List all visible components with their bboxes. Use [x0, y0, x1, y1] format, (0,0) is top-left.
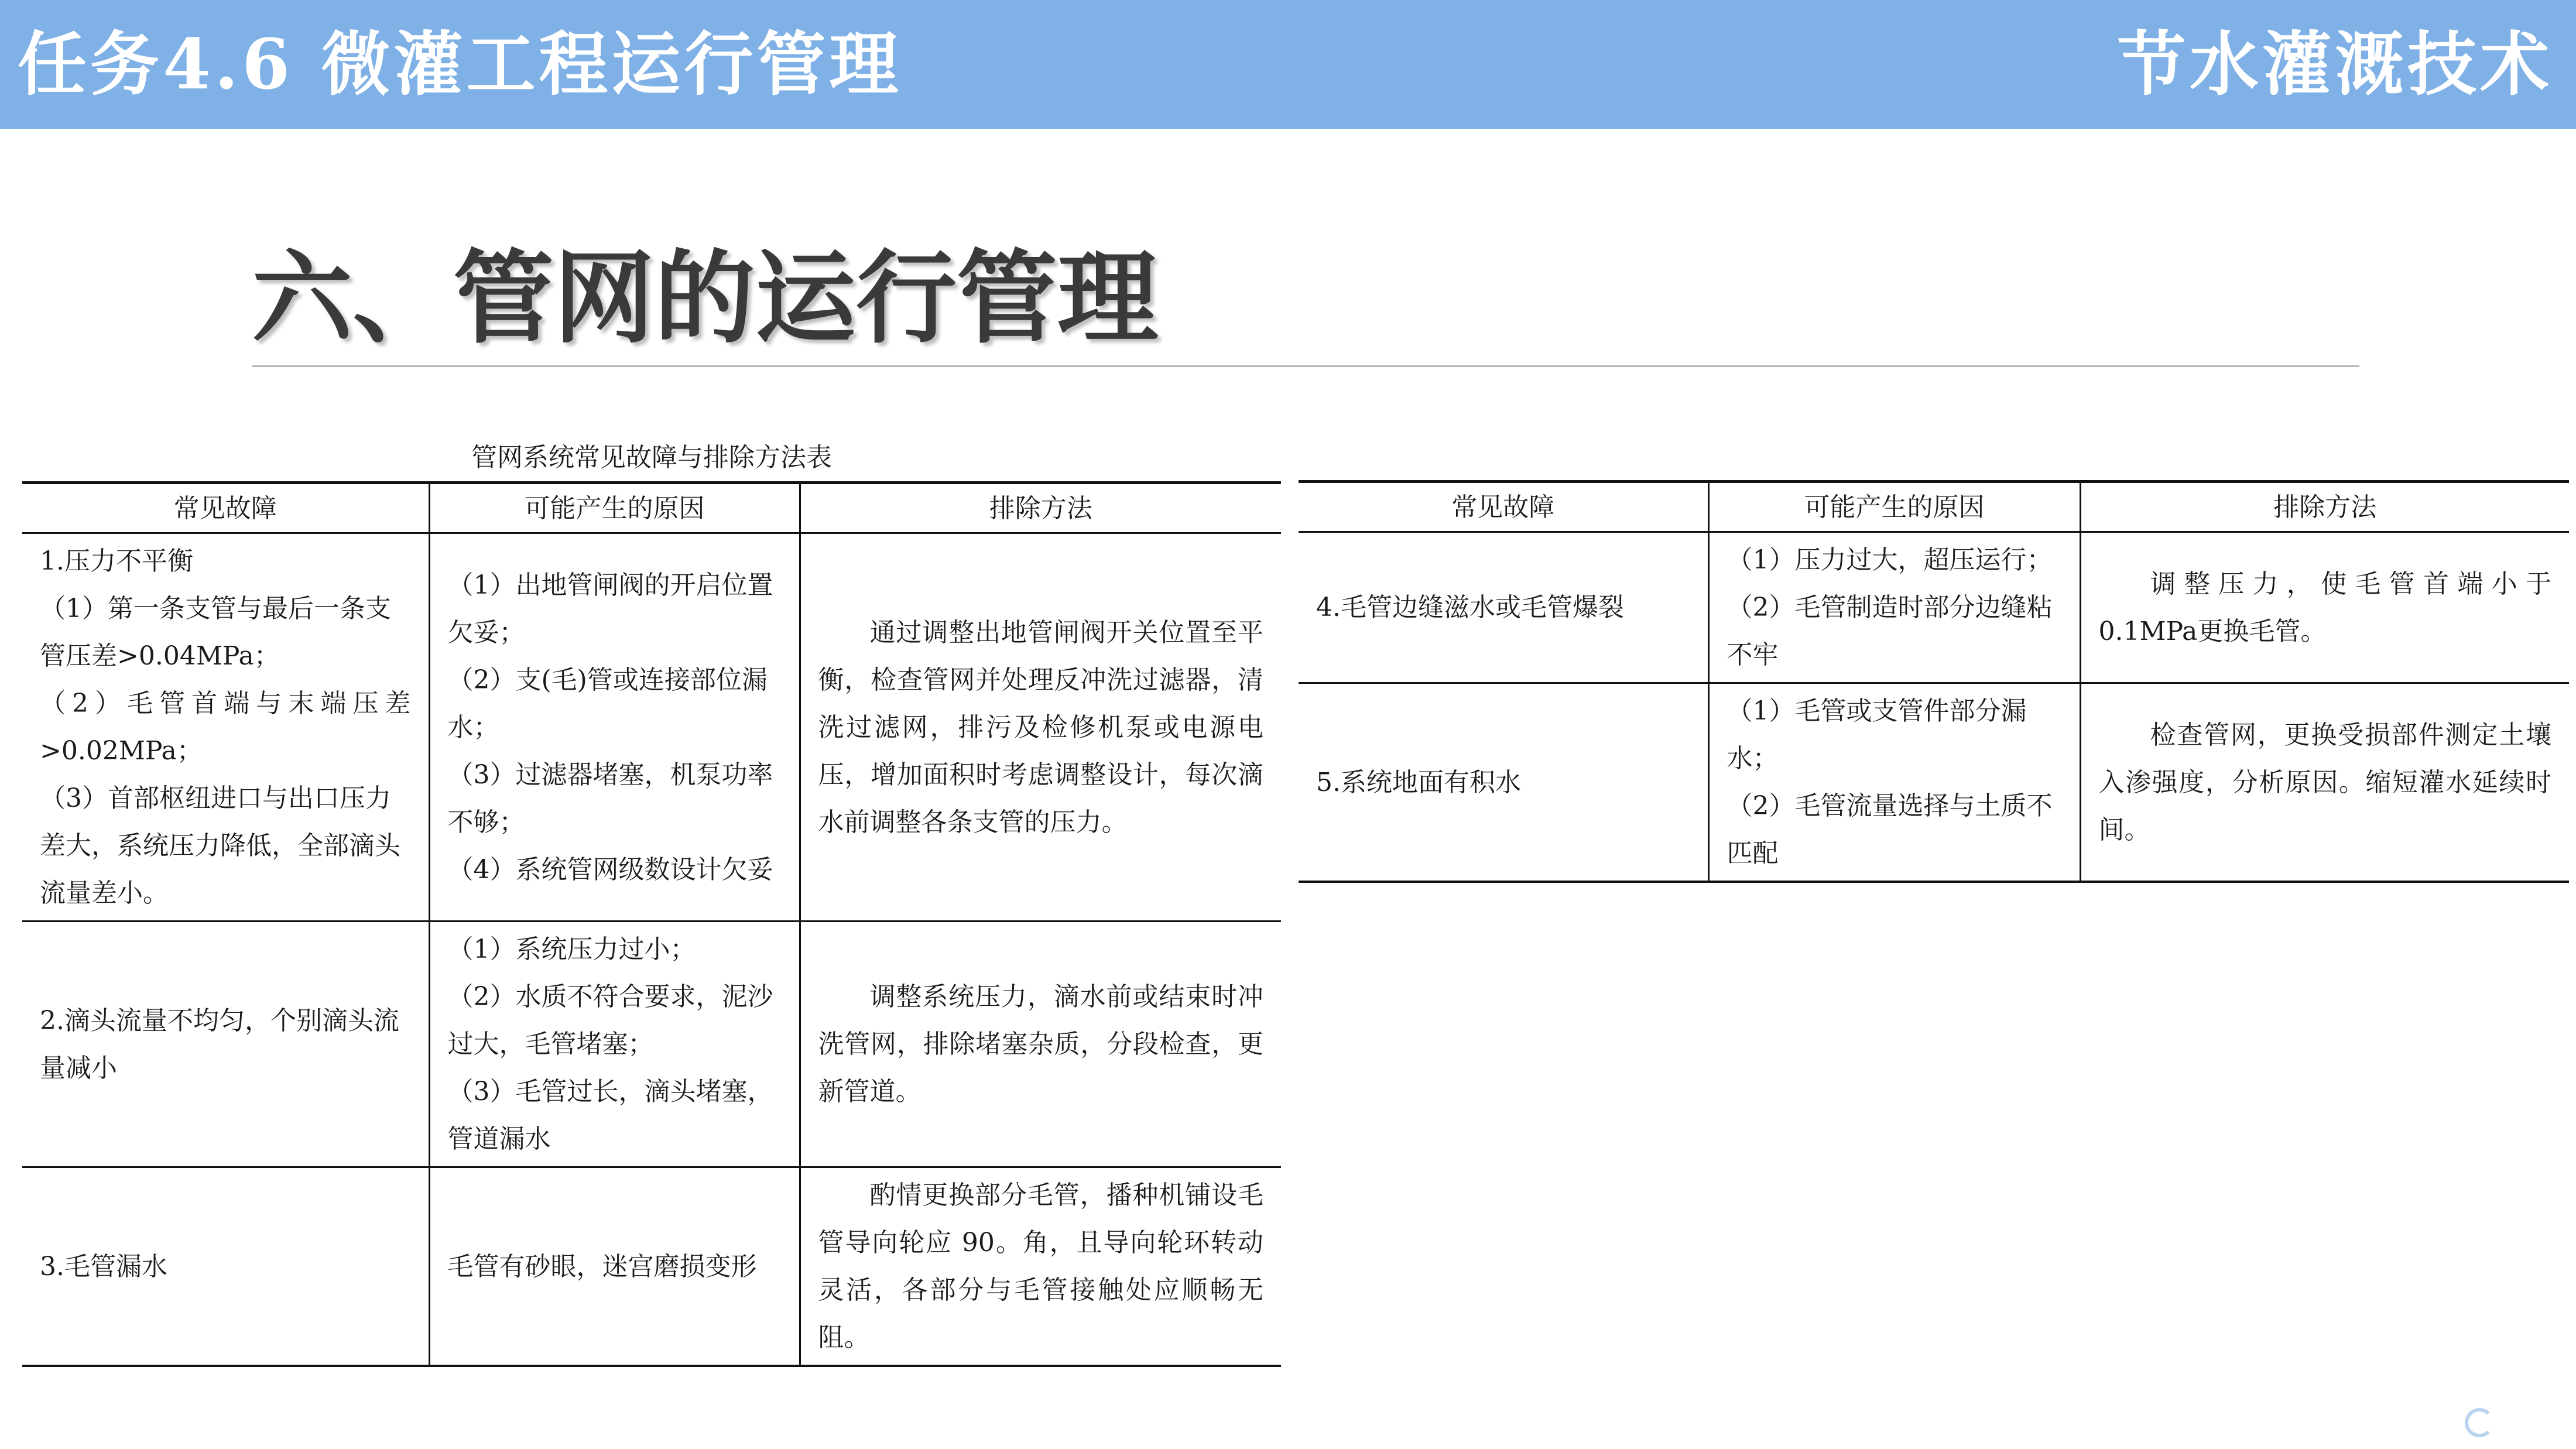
fault-line: 5.系统地面有积水: [1316, 767, 1521, 797]
fault-cell: [22, 1167, 429, 1366]
course-title: 节水灌溉技术: [2116, 23, 2553, 105]
table-row: [22, 1167, 1281, 1366]
remedy-cell: 通过调整出地管闸阀开关位置至平衡，检查管网并处理反冲洗过滤器，清洗过滤网，排污及检修机泵或电源电压，增加面积时考虑调整设计，每次滴水前调整各条支管的压力。: [800, 533, 1281, 922]
fault-cell: [22, 533, 429, 922]
cause-line: （2）水质不符合要求，泥沙过大，毛管堵塞；: [447, 982, 773, 1059]
cause-line: （1）压力过大，超压运行；: [1727, 545, 2053, 575]
cause-line: （1）系统压力过小；: [447, 934, 696, 964]
table-row: [22, 922, 1281, 1167]
table-row: [22, 533, 1281, 922]
column-header-causes: 可能产生的原因: [1708, 482, 2080, 532]
watermark-logo: [2465, 1402, 2553, 1437]
table-row: [1299, 532, 2569, 683]
cause-line: （2）支(毛)管或连接部位漏水；: [447, 664, 768, 742]
causes-cell: [1708, 683, 2080, 882]
fault-cell: [1299, 683, 1708, 882]
fault-line: （2）毛管首端与末端压差>0.02MPa；: [40, 688, 411, 766]
fault-table-left: [22, 481, 1281, 1367]
cause-line: （2）毛管流量选择与土质不匹配: [1727, 791, 2053, 868]
remedy-cell: 调整压力，使毛管首端小于0.1MPa更换毛管。: [2080, 532, 2569, 683]
cause-line: （2）毛管制造时部分边缝粘不牢: [1727, 592, 2053, 670]
remedy-cell: 酌情更换部分毛管，播种机铺设毛管导向轮应 90。角，且导向轮环转动灵活，各部分与毛管接触处应顺畅无阻。: [800, 1167, 1281, 1366]
column-header-fault: 常见故障: [22, 483, 429, 533]
fault-table-right: [1299, 480, 2569, 883]
fault-line: 1.压力不平衡: [40, 546, 193, 576]
table-caption: 管网系统常见故障与排除方法表: [471, 443, 832, 472]
cause-line: （1）出地管闸阀的开启位置欠妥；: [447, 570, 773, 648]
title-bar: [0, 0, 2576, 129]
column-header-remedy: 排除方法: [800, 483, 1281, 533]
cause-line: 毛管有砂眼，迷宫磨损变形: [447, 1251, 757, 1282]
fault-line: （1）第一条支管与最后一条支管压差>0.04MPa；: [40, 594, 391, 671]
cause-line: （1）毛管或支管件部分漏水；: [1727, 696, 2027, 773]
fault-line: （3）首部枢纽进口与出口压力差大，系统压力降低，全部滴头流量差小。: [40, 783, 400, 908]
table-header-row: [22, 483, 1281, 533]
section-heading: 六、管网的运行管理: [252, 239, 1158, 357]
column-header-remedy: 排除方法: [2080, 482, 2569, 532]
causes-cell: [429, 533, 800, 922]
causes-cell: [1708, 532, 2080, 683]
remedy-cell: 调整系统压力，滴水前或结束时冲洗管网，排除堵塞杂质，分段检查，更新管道。: [800, 922, 1281, 1167]
causes-cell: [429, 922, 800, 1167]
fault-line: 2.滴头流量不均匀，个别滴头流量减小: [40, 1005, 399, 1083]
table-row: [1299, 683, 2569, 882]
column-header-causes: 可能产生的原因: [429, 483, 800, 533]
remedy-cell: 检查管网，更换受损部件测定土壤入渗强度，分析原因。缩短灌水延续时间。: [2080, 683, 2569, 882]
fault-line: 3.毛管漏水: [40, 1251, 167, 1282]
causes-cell: [429, 1167, 800, 1366]
fault-line: 4.毛管边缝滋水或毛管爆裂: [1316, 592, 1624, 622]
fault-cell: [22, 922, 429, 1167]
column-header-fault: 常见故障: [1299, 482, 1708, 532]
cause-line: （3）毛管过长，滴头堵塞，管道漏水: [447, 1077, 773, 1154]
cause-line: （4）系统管网级数设计欠妥: [447, 854, 773, 885]
table-header-row: [1299, 482, 2569, 532]
cause-line: （3）过滤器堵塞，机泵功率不够；: [447, 759, 773, 837]
fault-cell: [1299, 532, 1708, 683]
task-title: 任务4.6 微灌工程运行管理: [18, 23, 902, 105]
heading-divider: [252, 365, 2359, 367]
logo-swirl-icon: [2465, 1408, 2494, 1437]
